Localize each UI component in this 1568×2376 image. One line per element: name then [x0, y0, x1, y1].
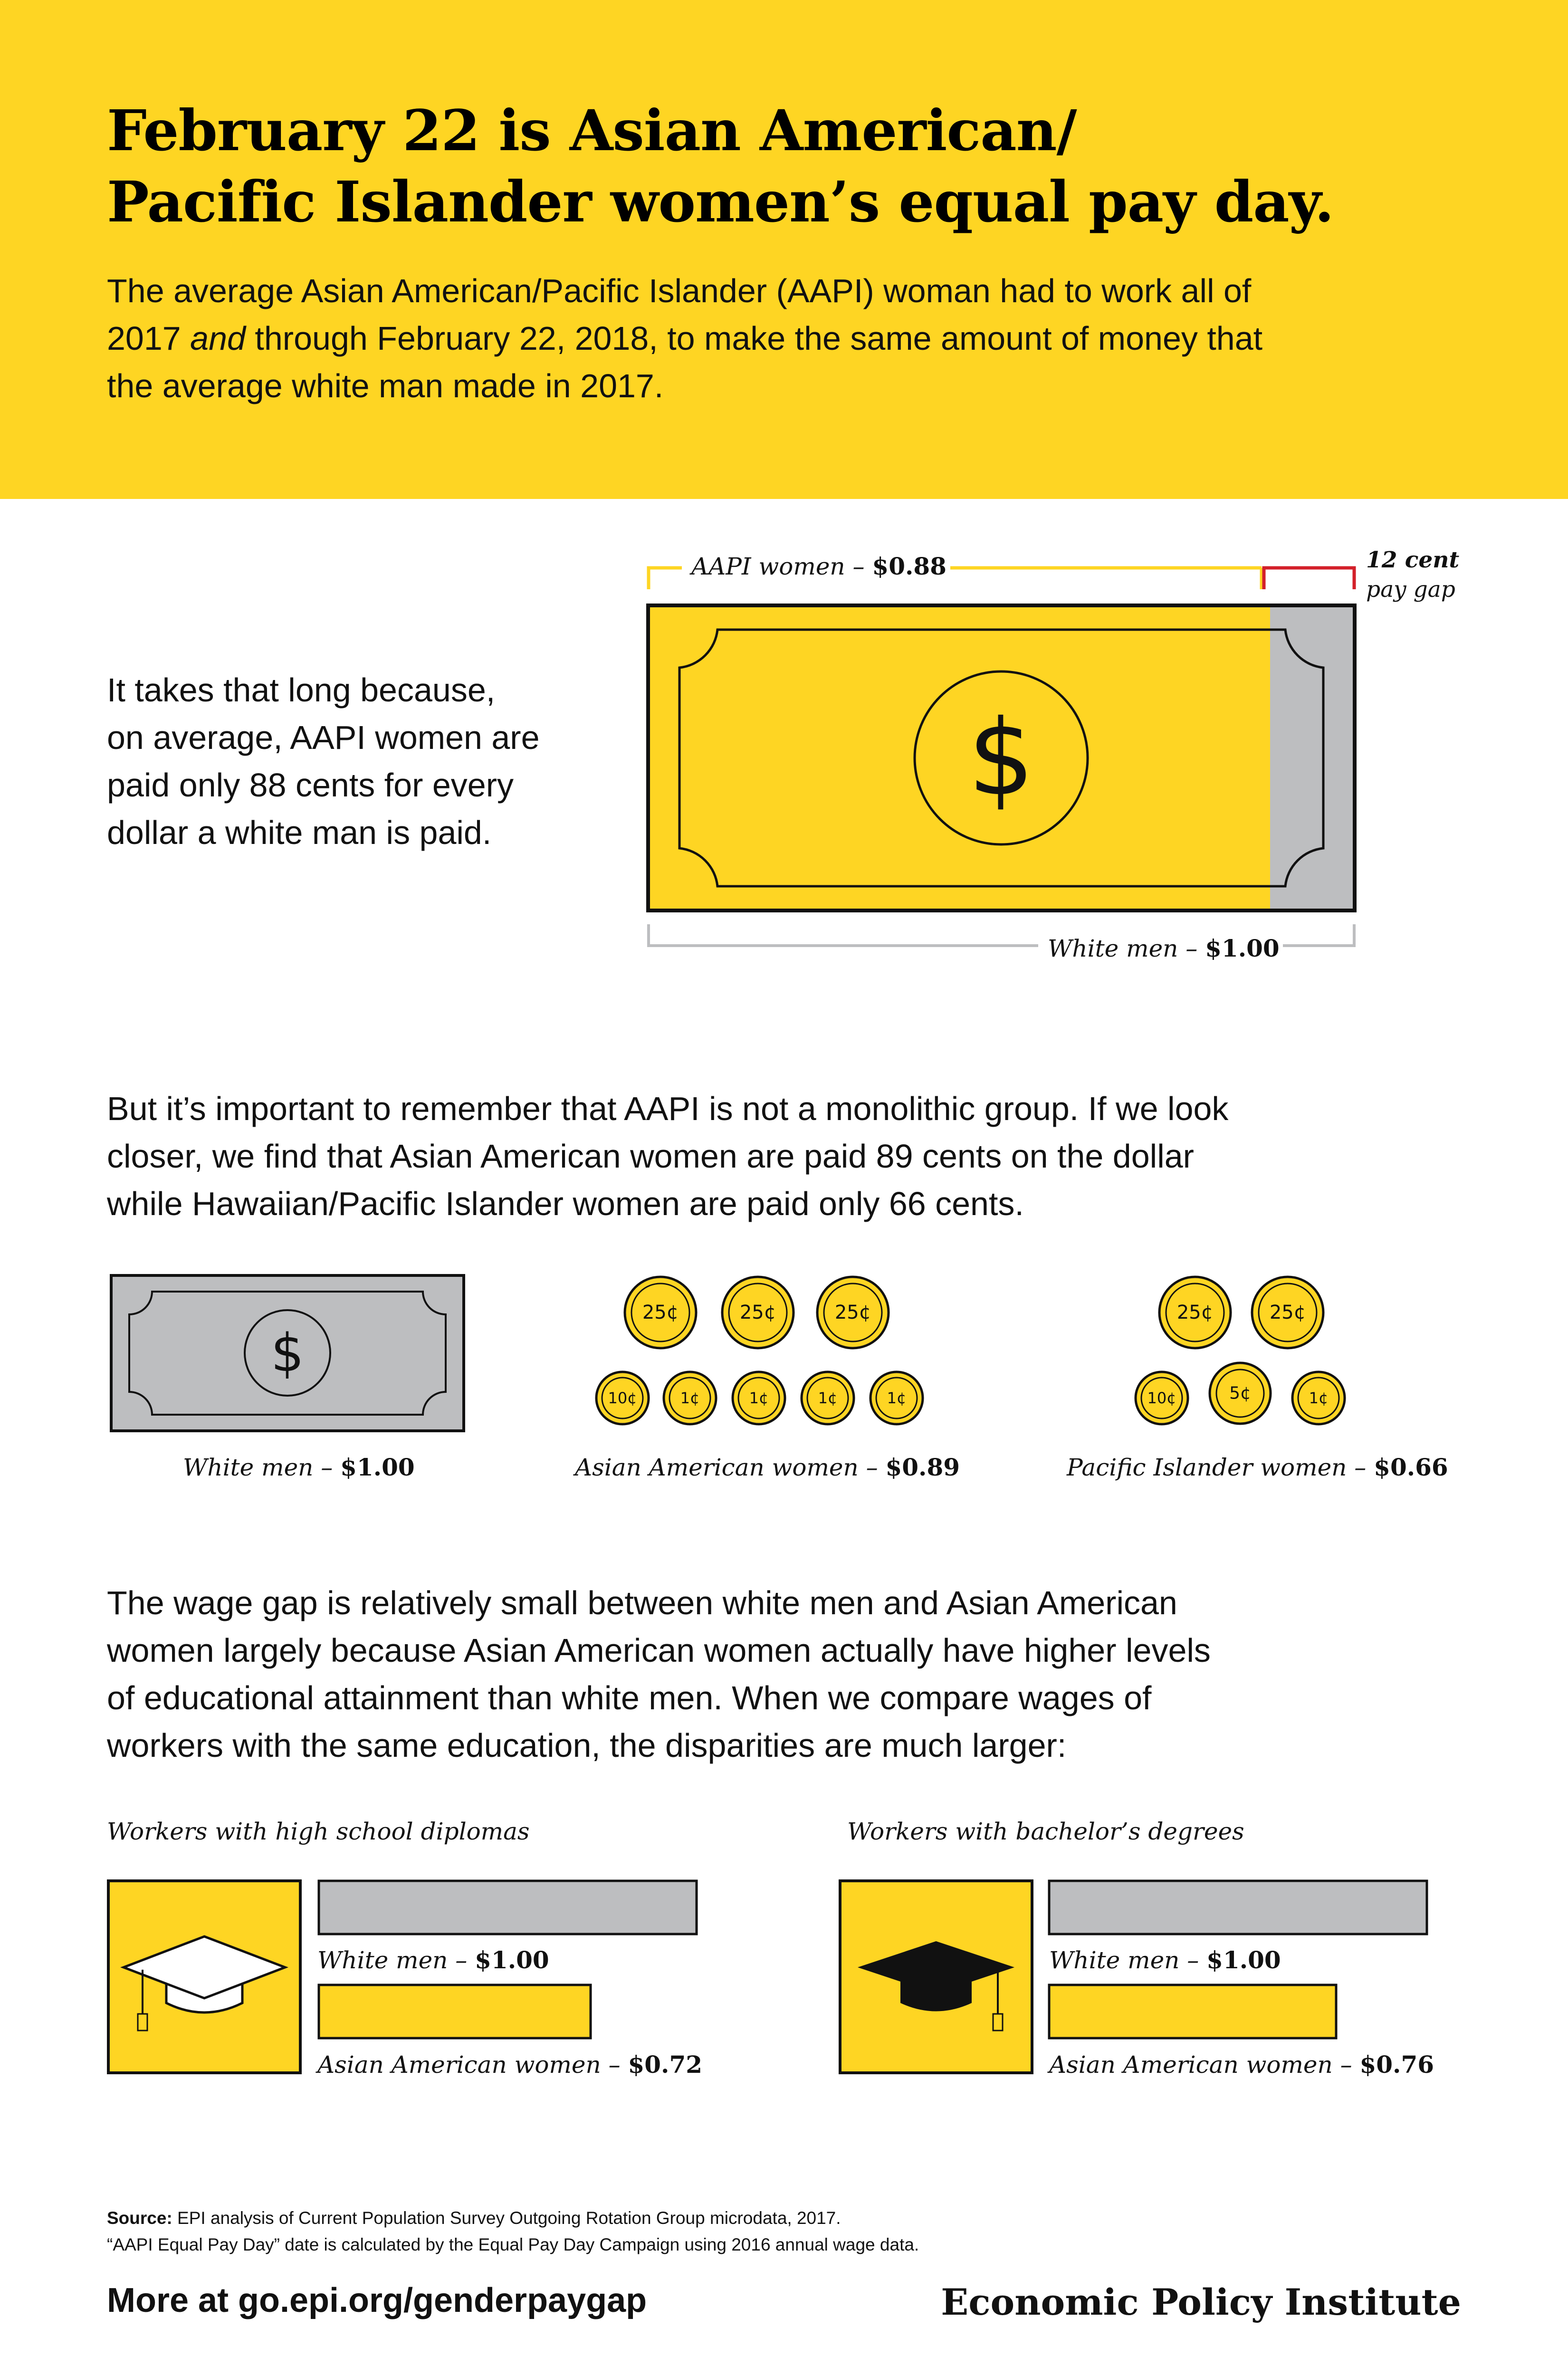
- more-info-link[interactable]: More at go.epi.org/genderpaygap: [107, 2281, 647, 2319]
- coin-25-3: [817, 1277, 889, 1348]
- coin-1-3-label: 1¢: [818, 1389, 838, 1407]
- white-men-label-text: White men –: [1048, 935, 1205, 962]
- ba-panel-heading: Workers with bachelor’s degrees: [847, 1818, 1244, 1845]
- aapi-women-label: [691, 552, 947, 580]
- white-men-value: $1.00: [1205, 934, 1280, 962]
- section2-line-2: closer, we find that Asian American women are paid 89 cents on the dollar: [107, 1138, 1194, 1175]
- white-bracket-left: [649, 924, 1038, 946]
- ba-icon-box: [839, 1879, 1033, 2074]
- subtitle-emphasis: and: [190, 320, 246, 357]
- page-title: [107, 95, 1485, 238]
- pacific-islander-women-label: [1067, 1453, 1448, 1481]
- section1-text: [107, 666, 540, 856]
- pi-coin-25-1: [1159, 1277, 1231, 1348]
- pacific-islander-coins: [1131, 1274, 1354, 1435]
- source-line-2: “AAPI Equal Pay Day” date is calculated by the Equal Pay Day Campaign using 2016 annual wage data.: [107, 2235, 919, 2254]
- ba-asian-women-label: [1049, 2050, 1434, 2079]
- source-label: Source:: [107, 2208, 172, 2228]
- aapi-women-label-text: AAPI women –: [691, 553, 872, 580]
- aapi-bracket-left: [649, 568, 682, 589]
- coin-1-4-label: 1¢: [887, 1389, 907, 1407]
- coin-25-2: [722, 1277, 794, 1348]
- coin-1-3: [802, 1372, 854, 1424]
- hs-asian-women-value: $0.72: [628, 2050, 703, 2079]
- coin-1-1: [664, 1372, 716, 1424]
- section3-text: [107, 1579, 1211, 1769]
- hs-white-men-label-text: White men –: [317, 1946, 475, 1974]
- coin-25-1: [625, 1277, 696, 1348]
- section3-line-2: women largely because Asian American women actually have higher levels: [107, 1632, 1211, 1669]
- section1-line-2: on average, AAPI women are: [107, 719, 540, 756]
- hs-white-men-bar: [319, 1881, 697, 1934]
- coin-1-2-label: 1¢: [749, 1389, 769, 1407]
- coin-1-2: [733, 1372, 785, 1424]
- bill-aapi-area: [648, 605, 1270, 910]
- subtitle-line-3: the average white man made in 2017.: [107, 367, 664, 404]
- pi-coin-5: [1210, 1363, 1271, 1424]
- pi-coin-10: [1136, 1372, 1188, 1424]
- section3-line-3: of educational attainment than white men. When we compare wages of: [107, 1679, 1152, 1716]
- section2-line-3: while Hawaiian/Pacific Islander women are paid only 66 cents.: [107, 1185, 1024, 1222]
- hs-white-men-value: $1.00: [475, 1946, 549, 1974]
- pi-coin-5-label: 5¢: [1229, 1383, 1251, 1403]
- big-dollar-bill: [646, 604, 1357, 912]
- title-line-1: February 22 is Asian American/: [107, 97, 1077, 163]
- organization-logo-text: Economic Policy Institute: [941, 2281, 1461, 2323]
- white-men-small-label: [183, 1453, 415, 1481]
- white-men-label: [1048, 934, 1280, 962]
- hs-asian-women-label: [317, 2050, 702, 2079]
- section2-text: [107, 1085, 1228, 1227]
- coin-10: [596, 1372, 649, 1424]
- asian-american-women-value: $0.89: [885, 1453, 960, 1481]
- section1-line-1: It takes that long because,: [107, 671, 496, 709]
- hs-panel-heading: Workers with high school diplomas: [107, 1818, 530, 1845]
- gap-label-line-2: pay gap: [1366, 576, 1455, 603]
- asian-american-women-label: [575, 1453, 960, 1481]
- white-men-small-value: $1.00: [340, 1453, 415, 1481]
- asian-american-coins: [589, 1274, 941, 1435]
- subtitle-line-1: The average Asian American/Pacific Islander (AAPI) woman had to work all of: [107, 272, 1252, 309]
- pacific-islander-women-value: $0.66: [1374, 1453, 1448, 1481]
- ba-white-men-bar: [1049, 1881, 1427, 1934]
- small-bill-dollar-icon: $: [271, 1322, 304, 1383]
- coin-1-1-label: 1¢: [680, 1389, 700, 1407]
- asian-american-women-label-text: Asian American women –: [575, 1454, 886, 1481]
- source-text-1: EPI analysis of Current Population Survey Outgoing Rotation Group microdata, 2017.: [172, 2208, 841, 2228]
- pi-coin-25-1-label: 25¢: [1176, 1302, 1214, 1323]
- page-subtitle: [107, 267, 1485, 410]
- bill-dollar-icon: $: [968, 697, 1034, 819]
- coin-10-label: 10¢: [608, 1389, 637, 1407]
- small-dollar-bill: [109, 1274, 466, 1433]
- gap-label-line-1: 12 cent: [1366, 547, 1460, 573]
- section2-line-1: But it’s important to remember that AAPI is not a monolithic group. If we look: [107, 1090, 1229, 1127]
- section1-line-3: paid only 88 cents for every: [107, 766, 514, 804]
- section1-line-4: dollar a white man is paid.: [107, 814, 492, 851]
- white-bracket-right: [1283, 924, 1354, 946]
- coin-25-3-label: 25¢: [834, 1302, 871, 1323]
- section3-line-4: workers with the same education, the disparities are much larger:: [107, 1727, 1067, 1764]
- gap-label: [1366, 546, 1459, 604]
- pi-coin-10-label: 10¢: [1147, 1389, 1176, 1407]
- header-banner: [0, 0, 1568, 499]
- pi-coin-1: [1292, 1372, 1345, 1424]
- hs-bars: [317, 1879, 709, 2074]
- pi-coin-25-2-label: 25¢: [1269, 1302, 1306, 1323]
- white-men-small-label-text: White men –: [183, 1454, 341, 1481]
- pi-coin-1-label: 1¢: [1309, 1389, 1329, 1407]
- section3-line-1: The wage gap is relatively small between white men and Asian American: [107, 1584, 1177, 1621]
- subtitle-line-2-start: 2017: [107, 320, 191, 357]
- aapi-women-value: $0.88: [872, 552, 947, 580]
- hs-icon-box: [107, 1879, 302, 2074]
- ba-white-men-label-text: White men –: [1049, 1946, 1207, 1974]
- coin-1-4: [870, 1372, 923, 1424]
- ba-asian-women-value: $0.76: [1359, 2050, 1434, 2079]
- subtitle-line-2-end: through February 22, 2018, to make the same amount of money that: [245, 320, 1263, 357]
- ba-asian-women-bar: [1049, 1985, 1336, 2038]
- ba-bars: [1048, 1879, 1440, 2074]
- source-line-1: [107, 2205, 919, 2232]
- hs-asian-women-label-text: Asian American women –: [317, 2051, 628, 2079]
- gap-bracket: [1264, 568, 1354, 589]
- source-note: [107, 2205, 919, 2258]
- pi-coin-25-2: [1252, 1277, 1323, 1348]
- pacific-islander-women-label-text: Pacific Islander women –: [1067, 1454, 1374, 1481]
- title-line-2: Pacific Islander women’s equal pay day.: [107, 169, 1334, 235]
- ba-asian-women-label-text: Asian American women –: [1049, 2051, 1360, 2079]
- hs-asian-women-bar: [319, 1985, 591, 2038]
- ba-white-men-value: $1.00: [1206, 1946, 1281, 1974]
- ba-white-men-label: [1049, 1946, 1281, 1974]
- coin-25-1-label: 25¢: [642, 1302, 679, 1323]
- coin-25-2-label: 25¢: [739, 1302, 776, 1323]
- hs-white-men-label: [317, 1946, 549, 1974]
